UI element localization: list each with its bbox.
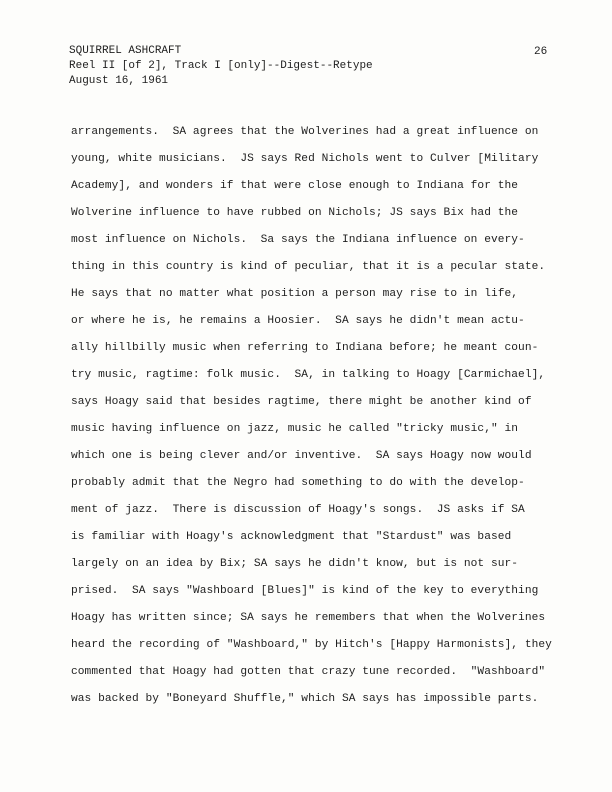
body-line: young, white musicians. JS says Red Nichols went to Culver [Military xyxy=(71,153,539,165)
body-line: prised. SA says "Washboard [Blues]" is kind of the key to everything xyxy=(71,585,539,597)
body-line: was backed by "Boneyard Shuffle," which SA says has impossible parts. xyxy=(71,693,539,705)
page-number: 26 xyxy=(534,46,548,58)
body-line: try music, ragtime: folk music. SA, in talking to Hoagy [Carmichael], xyxy=(71,369,546,381)
header-subject: SQUIRREL ASHCRAFT xyxy=(69,45,182,57)
body-line: heard the recording of "Washboard," by Hitch's [Happy Harmonists], they xyxy=(71,639,552,651)
body-line: is familiar with Hoagy's acknowledgment that "Stardust" was based xyxy=(71,531,512,543)
body-line: Academy], and wonders if that were close enough to Indiana for the xyxy=(71,180,519,192)
body-line: Wolverine influence to have rubbed on Nichols; JS says Bix had the xyxy=(71,207,519,219)
body-line: largely on an idea by Bix; SA says he didn't know, but is not sur- xyxy=(71,558,519,570)
body-line: commented that Hoagy had gotten that crazy tune recorded. "Washboard" xyxy=(71,666,546,678)
body-line: thing in this country is kind of peculiar, that it is a pecular state. xyxy=(71,261,546,273)
body-line: He says that no matter what position a person may rise to in life, xyxy=(71,288,519,300)
body-line: says Hoagy said that besides ragtime, there might be another kind of xyxy=(71,396,532,408)
body-line: arrangements. SA agrees that the Wolverines had a great influence on xyxy=(71,126,539,138)
body-line: probably admit that the Negro had something to do with the develop- xyxy=(71,477,525,489)
body-line: which one is being clever and/or inventive. SA says Hoagy now would xyxy=(71,450,532,462)
header-date: August 16, 1961 xyxy=(69,75,169,87)
body-line: ally hillbilly music when referring to Indiana before; he meant coun- xyxy=(71,342,539,354)
body-line: ment of jazz. There is discussion of Hoagy's songs. JS asks if SA xyxy=(71,504,525,516)
header-reel: Reel II [of 2], Track I [only]--Digest--Retype xyxy=(69,60,373,72)
document-header xyxy=(69,44,373,89)
body-line: most influence on Nichols. Sa says the Indiana influence on every- xyxy=(71,234,525,246)
body-line: or where he is, he remains a Hoosier. SA says he didn't mean actu- xyxy=(71,315,525,327)
body-line: music having influence on jazz, music he called "tricky music," in xyxy=(71,423,519,435)
body-line: Hoagy has written since; SA says he remembers that when the Wolverines xyxy=(71,612,546,624)
